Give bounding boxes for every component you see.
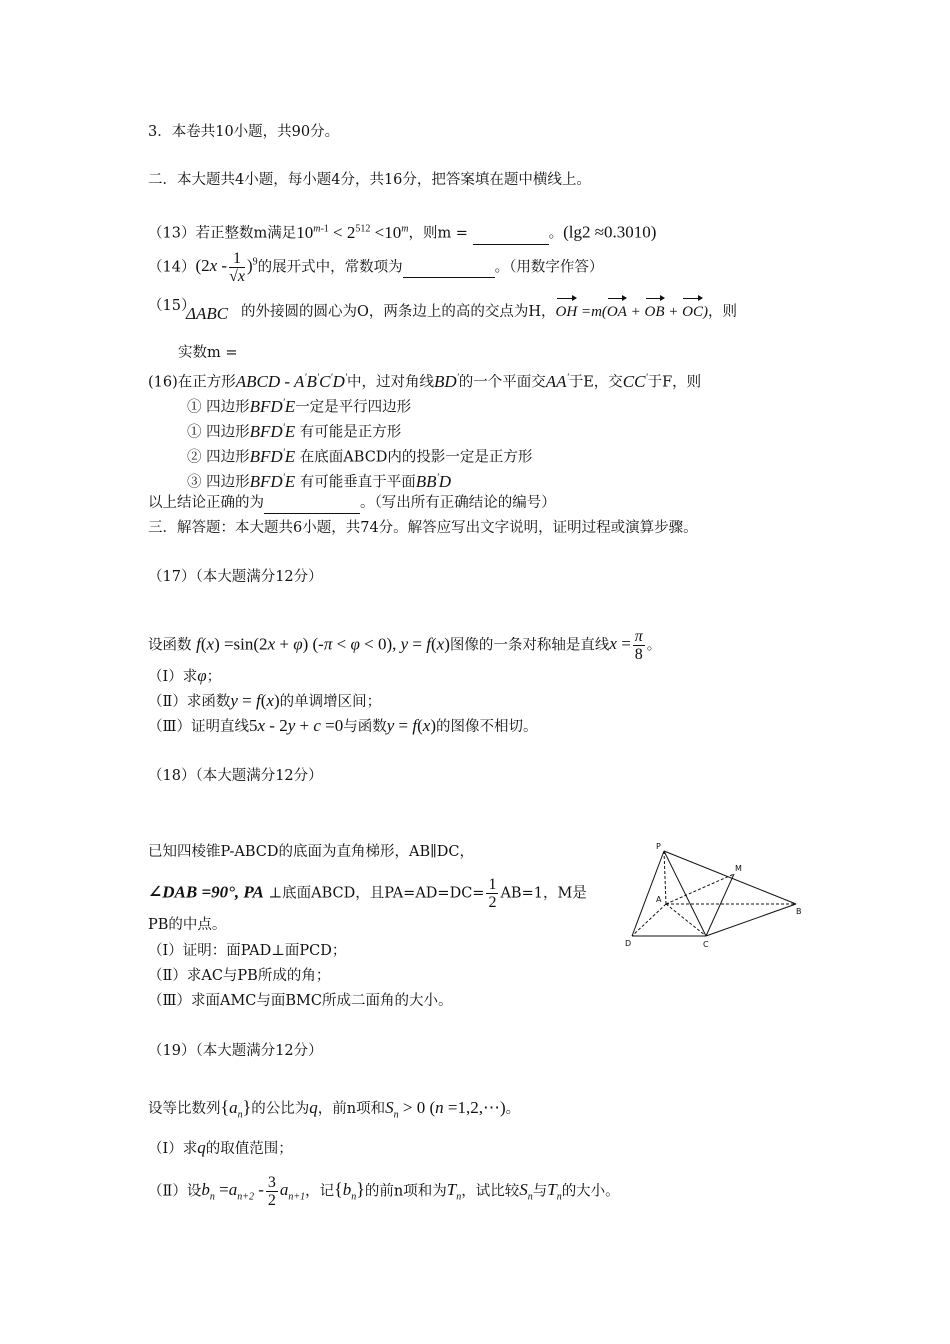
q16-text1: 在正方形 [177,374,236,391]
item-3: 3．本卷共10小题，共90分。 [148,124,340,140]
q17-intro-text2: 图像的一条对称轴是直线 [449,637,610,654]
q14-answer-blank[interactable] [403,257,495,278]
q17-phi: φ [197,666,207,685]
q13-hint: (lg2 ≈0.3010) [563,222,657,242]
q17-p2-text: （Ⅱ）求函数 [148,694,231,710]
q14-text2: 。（用数字作答） [494,259,604,276]
q17-axis: x = $\frac{\pi}{8}$ [609,628,643,663]
edge-am [666,874,734,904]
q19-p2-mid2: 的前n项和为 [364,1183,447,1200]
q16-edge-aa: AA' [545,371,569,391]
q19-q-var: q [197,1138,206,1157]
edge-cm [706,874,734,936]
q17-line-eq: 5x - 2y + c =0 [248,716,344,735]
q13-formula: $10^{m-1} < 2^{512} <10^m$ [296,222,409,242]
edge-ac [666,904,706,936]
q19-p2-end: 的大小。 [561,1183,620,1200]
q13-number: （13） [148,225,196,242]
q19-p2-mid3: ，试比较 [461,1183,520,1200]
edge-pb [664,851,796,904]
q19-sum-condition: $S_n > 0$ (n =1,2,⋯) [385,1098,506,1121]
q15-triangle: ΔABC [186,304,229,323]
q18-angle: ∠DAB =90°, PA [148,882,264,902]
question-14 [148,250,603,285]
q19-p1-end: 的取值范围； [205,1141,293,1157]
edge-pa [664,851,666,904]
q17-function: f(x) =sin(2x + φ) (-π < φ < 0), y = f(x) [196,634,450,654]
option-suffix: 有可能是正方形 [299,424,402,441]
q18-line-1: 已知四棱锥P-ABCD的底面为直角梯形，AB∥DC， [148,844,475,860]
q19-p2-and: 与 [532,1183,548,1200]
q17-p3-text: （Ⅲ）证明直线 [148,719,249,735]
q17-p2-end: 的单调增区间； [279,694,382,710]
q14-number: （14） [148,259,196,276]
q19-p2-text: （Ⅱ）设 [148,1183,202,1200]
option-plane: BB'D [415,471,451,491]
option-prefix: 四边形 [206,399,250,416]
q15-line1 [241,296,737,322]
option-marker: ① [187,424,202,441]
q18-half: $\frac{1}{2}$ [488,876,497,911]
q19-sequence: $\{a_n\}$ [220,1097,252,1121]
q16-text5: 于F，则 [647,374,702,391]
q19-bn-def: $b_n =a_{n+2}$ - $\frac{3}{2}$ $a_{n+1}$ [201,1174,306,1209]
pyramid-figure [615,838,815,958]
q17-p1-end: ； [206,669,222,685]
q19-sn: $S_n$ [519,1180,533,1203]
q18-line2-end: AB=1，M是 [500,885,587,902]
q19-p2-mid: ，记 [305,1183,335,1200]
option-suffix: 在底面ABCD内的投影一定是正方形 [299,449,533,466]
q14-text: 的展开式中，常数项为 [257,259,403,276]
q18-part-3: （Ⅲ）求面AMC与面BMC所成二面角的大小。 [148,993,453,1009]
option-prefix: 四边形 [206,474,250,491]
option-suffix: 有可能垂直于平面 [299,474,416,491]
label-a: A [656,895,662,904]
q17-p3-end: 的图像不相切。 [436,719,538,735]
q16-answer-blank[interactable] [264,493,360,514]
option-suffix: 一定是平行四边形 [295,399,412,416]
label-c: C [703,940,709,949]
q19-period: 。 [505,1101,521,1117]
q15-vector-equation: OH =m(OA + OB + OC) [556,304,708,320]
q18-part-1: （Ⅰ）证明：面PAD⊥面PCD； [148,943,347,959]
q16-text2: 中，过对角线 [346,374,434,391]
option-marker: ③ [187,474,202,491]
edge-ad [632,904,666,936]
q19-intro-text3: ，前n项和 [317,1101,386,1117]
option-quad: BFD'E [249,396,296,416]
q17-part-3 [148,716,538,737]
q19-tn: $T_n$ [446,1180,462,1203]
option-quad: BFD'E [249,421,296,441]
q15-line2: 实数m = [178,345,238,361]
label-p: P [656,842,661,851]
q19-tn2: $T_n$ [547,1180,562,1203]
q18-line-2: ∠DAB =90°, PA ⊥底面ABCD，且PA=AD=DC= $\frac{1}{2}$ AB=1，M是 [148,876,587,911]
section-3-header: 三．解答题：本大题共6小题，共74分。解答应写出文字说明，证明过程或演算步骤。 [148,520,698,536]
q14-formula: (2x - $\frac{1}{√x}$ )$^9$ [195,250,258,285]
conclusion-text2: 。（写出所有正确结论的编号） [360,495,556,511]
conclusion-text: 以上结论正确的为 [148,495,264,511]
q16-cube: ABCD - A'B'C'D' [235,371,347,391]
q19-part-1 [148,1138,293,1159]
q16-option-1 [187,393,411,418]
q15-body [186,304,228,325]
q17-intro-text: 设函数 [148,637,192,654]
q19-bn-seq: $\{b_n\}$ [334,1179,365,1203]
q15-number: （15） [148,298,196,314]
q19-part-2 [148,1174,620,1209]
q15-text2: ，则 [708,304,738,320]
q13-text: 若正整数m满足 [195,225,297,242]
q13-period: 。 [548,225,564,242]
q16-option-4 [187,468,451,493]
q19-q: q [309,1098,318,1117]
q16-option-3 [187,443,532,468]
q18-part-2: （Ⅱ）求AC与PB所成的角； [148,968,331,984]
section-2-header: 二．本大题共4小题，每小题4分，共16分，把答案填在题中横线上。 [148,172,591,188]
q13-answer-blank[interactable] [473,224,549,245]
q17-p3-func: y = f(x) [386,716,436,735]
q16-text4: 于E，交 [568,374,623,391]
question-16 [148,368,701,393]
option-prefix: 四边形 [206,449,250,466]
label-d: D [625,939,632,948]
q16-diagonal: BD' [433,371,459,391]
question-13 [148,219,656,245]
edge-pc [664,851,706,936]
q16-text3: 的一个平面交 [458,374,546,391]
q17-part-1 [148,666,221,687]
q19-intro-text2: 的公比为 [251,1101,310,1117]
q16-conclusion [148,493,556,514]
q17-p3-mid: 与函数 [343,719,387,735]
option-marker: ② [187,449,202,466]
edge-pd [632,851,664,936]
edge-cb [706,904,796,936]
label-m: M [735,864,742,873]
q19-intro [148,1097,520,1125]
q17-title: （17）（本大题满分12分） [148,569,323,585]
q19-p1-text: （Ⅰ）求 [148,1141,198,1157]
option-marker: ① [187,399,202,416]
q16-number: (16) [148,374,178,391]
q17-p1-text: （Ⅰ）求 [148,669,198,685]
q19-title: （19）（本大题满分12分） [148,1043,323,1059]
option-quad: BFD'E [249,471,296,491]
q13-text2: ，则m = [408,225,468,242]
q17-intro [148,628,661,663]
q18-line2-text: 底面ABCD，且PA=AD=DC= [282,885,485,902]
q17-part-2 [148,691,381,712]
q16-edge-cc: CC' [622,371,648,391]
label-b: B [796,907,802,916]
q18-line-3: PB的中点。 [148,917,227,933]
q17-period: 。 [646,637,662,654]
option-quad: BFD'E [249,446,296,466]
q15-text: 的外接圆的圆心为O，两条边上的高的交点为H， [241,304,556,320]
q18-title: （18）（本大题满分12分） [148,768,323,784]
q17-p2-func: y = f(x) [230,691,280,710]
q16-option-2 [187,418,401,443]
q19-intro-text: 设等比数列 [148,1101,221,1117]
option-prefix: 四边形 [206,424,250,441]
